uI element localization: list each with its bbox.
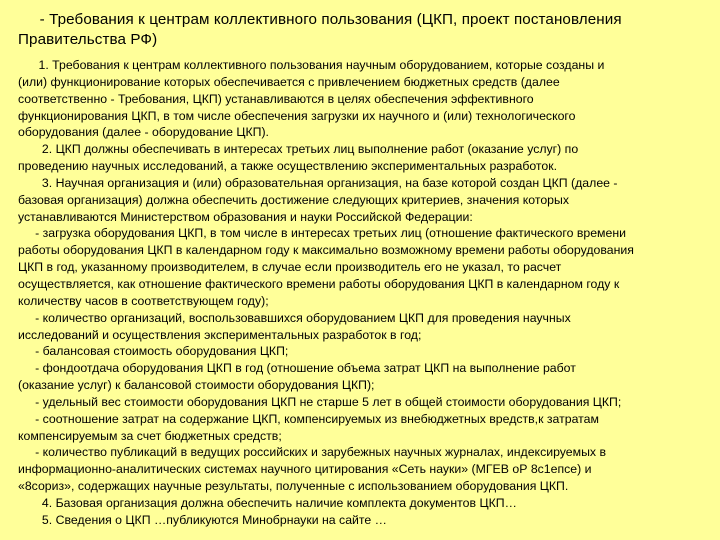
body-line: - количество организаций, воспользовавшихся оборудованием ЦКП для проведения научных (18, 310, 571, 325)
body-line: (или) функционирование которых обеспечивается с привлечением бюджетных средств (далее (18, 74, 560, 89)
title-line: - Требования к центрам коллективного пользования (ЦКП, проект постановления (18, 11, 622, 28)
body-line: 3. Научная организация и (или) образовательная организация, на базе которой создан ЦКП (далее - (18, 175, 618, 190)
body-line: 5. Сведения о ЦКП …публикуются Минобрнауки на сайте … (18, 512, 387, 527)
body-line: 2. ЦКП должны обеспечивать в интересах третьих лиц выполнение работ (оказание услуг) по (18, 142, 579, 157)
body-line: устанавливаются Министерством образования и науки Российской Федерации: (18, 209, 473, 224)
body-line: - количество публикаций в ведущих российских и зарубежных научных журналах, индексируемых в (18, 445, 607, 460)
body-line: соответственно - Требования, ЦКП) устанавливаются в целях обеспечения эффективного (18, 91, 534, 106)
body-line: количеству часов в соответствующем году); (18, 293, 269, 308)
body-line: 4. Базовая организация должна обеспечить наличие комплекта документов ЦКП… (18, 495, 517, 510)
body-line: (оказание услуг) к балансовой стоимости оборудования ЦКП); (18, 378, 375, 393)
body-line: - балансовая стоимость оборудования ЦКП; (18, 344, 289, 359)
body-line: проведению научных исследований, а также осуществлению экспериментальных разработок. (18, 159, 558, 174)
body-line: - удельный вес стоимости оборудования ЦКП не старше 5 лет в общей стоимости оборудования ЦКП; (18, 394, 622, 409)
body-line: ЦКП в год, указанному производителем, в случае если производитель его не указал, то расчет (18, 260, 562, 275)
title-line: Правительства РФ) (18, 31, 158, 48)
body-line: функционирования ЦКП, в том числе обеспечения загрузки их научного и (или) технологического (18, 108, 576, 123)
body-line: базовая организация) должна обеспечить достижение следующих критериев, значения которых (18, 192, 569, 207)
body-line: осуществляется, как отношение фактического времени работы оборудования ЦКП в календарном году к (18, 276, 620, 291)
slide-title (18, 10, 708, 50)
body-line: информационно-аналитических системах научного цитирования «Сеть науки» (МГЕВ оР 8с1епсе) и (18, 462, 592, 477)
body-line: компенсируемым за счет бюджетных средств; (18, 428, 282, 443)
body-line: оборудования (далее - оборудование ЦКП). (18, 125, 269, 140)
body-line: - загрузка оборудования ЦКП, в том числе в интересах третьих лиц (отношение фактического времени (18, 226, 626, 241)
body-line: исследований и осуществления экспериментальных разработок в год; (18, 327, 422, 342)
slide-body-text (18, 57, 720, 529)
body-line: работы оборудования ЦКП в календарном году к максимально возможному времени работы оборудования (18, 243, 634, 258)
body-line: - соотношение затрат на содержание ЦКП, компенсируемых из внебюджетных вредств,к затратам (18, 411, 599, 426)
body-line: 1. Требования к центрам коллективного пользования научным оборудованием, которые созданы и (18, 58, 605, 72)
body-line: - фондоотдача оборудования ЦКП в год (отношение объема затрат ЦКП на выполнение работ (18, 361, 576, 376)
body-line: «8сориз», содержащих научные результаты, полученные с использованием оборудования ЦКП. (18, 479, 569, 494)
